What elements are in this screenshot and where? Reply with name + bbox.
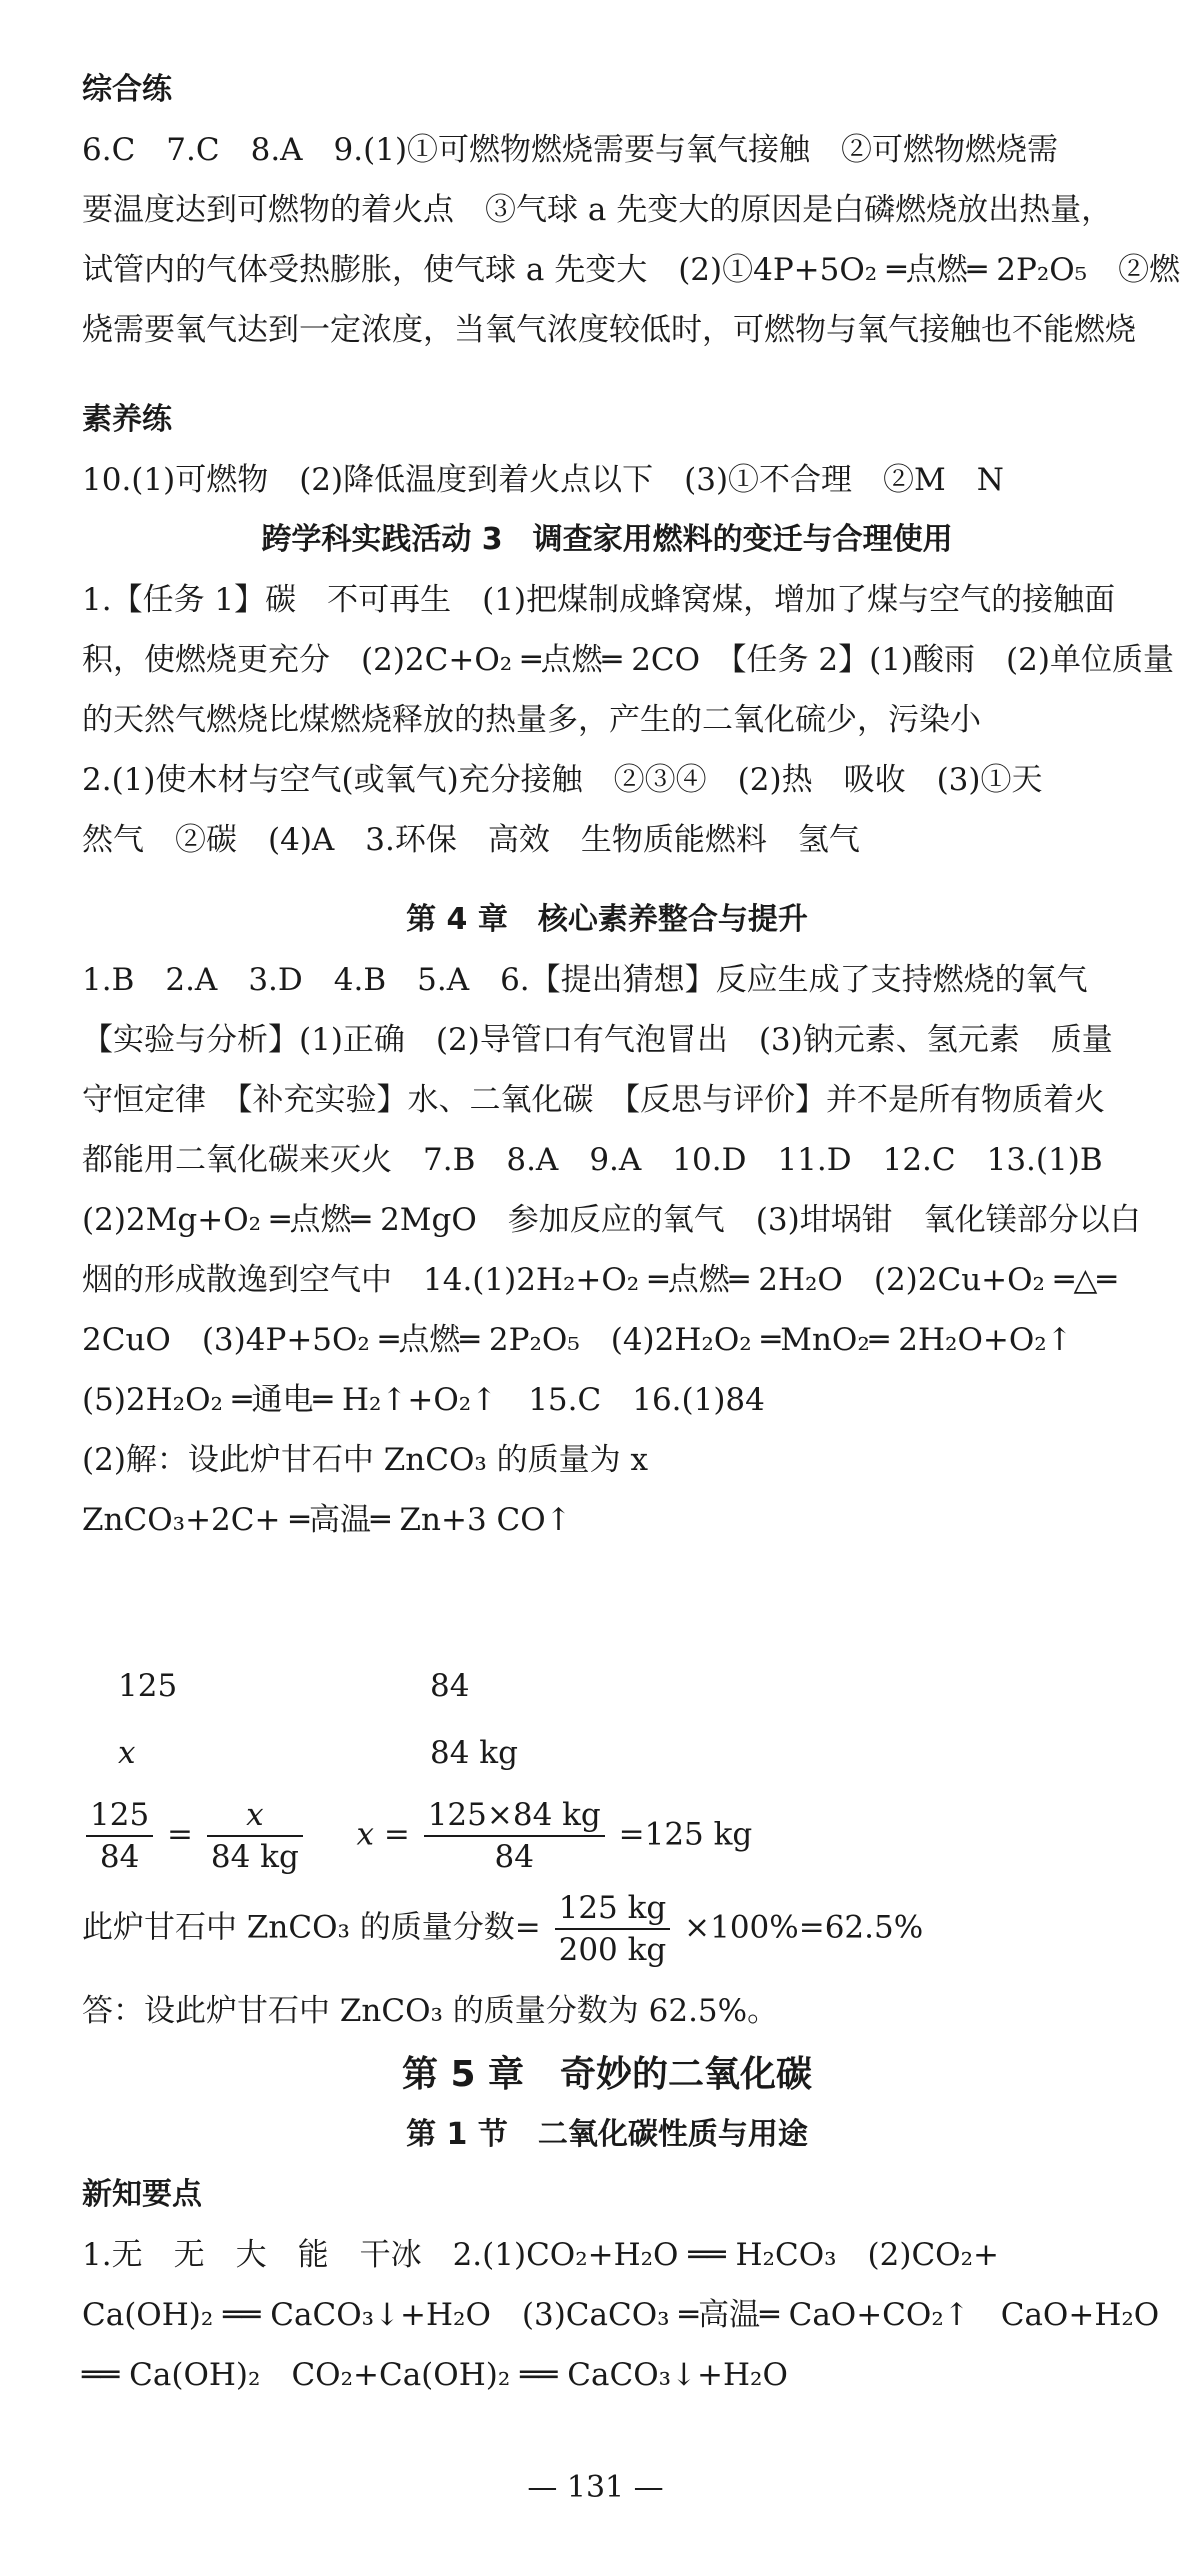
mass-fraction-line: 此炉甘石中 ZnCO₃ 的质量分数= $\frac{125 kg}{200 kg}$ ×100%=62.5%: [82, 1890, 924, 1968]
ratio-equation: [82, 1795, 752, 1877]
answer-line: 烟的形成散逸到空气中 14.(1)2H₂+O₂ ═点燃═ 2H₂O (2)2Cu+O₂ ═△═: [82, 1262, 1117, 1298]
activity-title: 跨学科实践活动 3 调查家用燃料的变迁与合理使用: [261, 522, 953, 557]
answer-line: 10.(1)可燃物 (2)降低温度到着火点以下 (3)①不合理 ②M N: [82, 462, 1004, 498]
answer-line: (2)解：设此炉甘石中 ZnCO₃ 的质量为 x: [82, 1442, 649, 1478]
answer-line: 试管内的气体受热膨胀，使气球 a 先变大 (2)①4P+5O₂ ═点燃═ 2P₂O₅ ②燃: [82, 252, 1181, 288]
answer-line: (2)2Mg+O₂ ═点燃═ 2MgO 参加反应的氧气 (3)坩埚钳 氧化镁部分以白: [82, 1202, 1141, 1238]
page-number: — 131 —: [527, 2470, 664, 2505]
calc-right-bottom: 84 kg: [430, 1735, 518, 1771]
answer-line: 1.【任务 1】碳 不可再生 (1)把煤制成蜂窝煤，增加了煤与空气的接触面: [82, 582, 1116, 618]
calc-left-bottom: x: [118, 1735, 136, 1771]
calc-left-top: 125: [118, 1668, 178, 1704]
answer-line: 2.(1)使木材与空气(或氧气)充分接触 ②③④ (2)热 吸收 (3)①天: [82, 762, 1043, 798]
chapter-title: 第 4 章 核心素养整合与提升: [406, 902, 808, 937]
answer-line: 要温度达到可燃物的着火点 ③气球 a 先变大的原因是白磷燃烧放出热量，: [82, 192, 1113, 228]
answer-line: ══ Ca(OH)₂ CO₂+Ca(OH)₂ ══ CaCO₃↓+H₂O: [82, 2357, 788, 2393]
answer-line: 守恒定律 【补充实验】水、二氧化碳 【反思与评价】并不是所有物质着火: [82, 1082, 1105, 1118]
fraction: $\frac{125 kg}{200 kg}$: [555, 1888, 671, 1970]
lesson-title: 第 1 节 二氧化碳性质与用途: [406, 2117, 808, 2152]
section-chapter5: [82, 2045, 1160, 2405]
section-heading: 素养练: [82, 402, 172, 437]
equals-sign: =: [167, 1816, 194, 1853]
section-chapter4: [82, 890, 1141, 1550]
answer-line: 积，使燃烧更充分 (2)2C+O₂ ═点燃═ 2CO 【任务 2】(1)酸雨 (2)单位质量: [82, 642, 1174, 678]
answer-line: 的天然气燃烧比煤燃烧释放的热量多，产生的二氧化硫少，污染小: [82, 702, 981, 738]
answer-line: (5)2H₂O₂ ═通电═ H₂↑+O₂↑ 15.C 16.(1)84: [82, 1382, 765, 1418]
answer-statement: 答：设此炉甘石中 ZnCO₃ 的质量分数为 62.5%。: [82, 1993, 779, 2029]
answer-line: 【实验与分析】(1)正确 (2)导管口有气泡冒出 (3)钠元素、氢元素 质量: [82, 1022, 1113, 1058]
calc-right-top: 84: [430, 1668, 470, 1704]
calc-result: =125 kg: [618, 1816, 753, 1853]
answer-line: 6.C 7.C 8.A 9.(1)①可燃物燃烧需要与氧气接触 ②可燃物燃烧需: [82, 132, 1059, 168]
answer-line: 1.无 无 大 能 干冰 2.(1)CO₂+H₂O ══ H₂CO₃ (2)CO₂+: [82, 2237, 999, 2273]
answer-line: 都能用二氧化碳来灭火 7.B 8.A 9.A 10.D 11.D 12.C 13.(1)B: [82, 1142, 1103, 1178]
fraction: $\frac{125}{84}$: [86, 1795, 153, 1877]
answer-line: 1.B 2.A 3.D 4.B 5.A 6.【提出猜想】反应生成了支持燃烧的氧气: [82, 962, 1088, 998]
equation-line: ZnCO₃+2C+ ═高温═ Zn+3 CO↑: [82, 1502, 572, 1538]
answer-line: 然气 ②碳 (4)A 3.环保 高效 生物质能燃料 氢气: [82, 822, 860, 858]
section-heading: 新知要点: [82, 2177, 202, 2212]
section-zonghe: [82, 60, 1181, 360]
answer-line: 2CuO (3)4P+5O₂ ═点燃═ 2P₂O₅ (4)2H₂O₂ ═MnO₂═ 2H₂O+O₂↑: [82, 1322, 1073, 1358]
fraction: $\frac{x}{84 kg}$: [207, 1795, 303, 1877]
answer-line: Ca(OH)₂ ══ CaCO₃↓+H₂O (3)CaCO₃ ═高温═ CaO+CO₂↑ CaO+H₂O: [82, 2297, 1160, 2333]
section-heading: 综合练: [82, 72, 172, 107]
answer-line: 烧需要氧气达到一定浓度，当氧气浓度较低时，可燃物与氧气接触也不能燃烧: [82, 312, 1136, 348]
section-suyang: [82, 390, 1132, 510]
x-equals: x =: [356, 1816, 410, 1853]
section-activity: [82, 510, 1174, 870]
fraction: $\frac{125\times 84 kg}{84}$: [424, 1795, 605, 1877]
chapter-title: 第 5 章 奇妙的二氧化碳: [401, 2054, 813, 2095]
